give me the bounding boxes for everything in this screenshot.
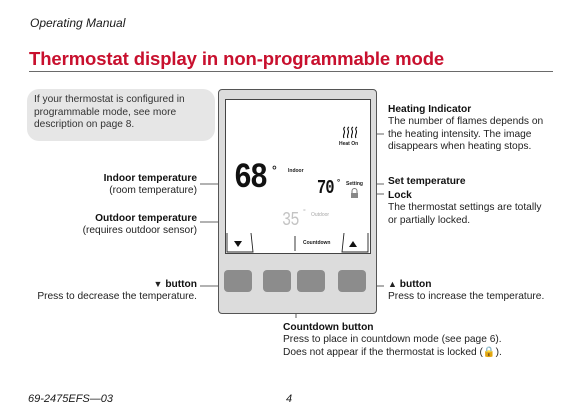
lock-callout xyxy=(388,190,541,227)
up-soft-key-frame xyxy=(342,233,368,252)
heating-indicator-line-1: The number of flames depends on xyxy=(388,116,544,128)
flames-icon xyxy=(341,126,361,139)
page-title: Thermostat display in non-programmable mode xyxy=(29,48,445,69)
down-hw-button[interactable] xyxy=(224,270,252,292)
soft-key-row xyxy=(225,232,371,254)
indoor-temperature-callout xyxy=(0,173,197,198)
countdown-button-callout xyxy=(283,322,502,359)
up-button-callout xyxy=(388,278,544,304)
blank-hw-button[interactable] xyxy=(263,270,291,292)
countdown-hw-button[interactable] xyxy=(297,270,325,292)
outdoor-temperature-sub: (requires outdoor sensor) xyxy=(82,225,197,237)
indoor-temperature-sub: (room temperature) xyxy=(109,185,197,197)
outdoor-temp-value: 35 xyxy=(282,209,299,231)
footer-page-number: 4 xyxy=(286,393,293,405)
outdoor-temperature-title: Outdoor temperature xyxy=(95,213,197,224)
lock-title: Lock xyxy=(388,190,412,201)
countdown-button-line-2: Does not appear if the thermostat is locked (🔒). xyxy=(283,346,502,358)
set-degree: ° xyxy=(337,178,341,187)
heat-on-label: Heat On xyxy=(339,141,359,147)
down-arrow-icon[interactable] xyxy=(234,241,242,247)
lock-line-1: The thermostat settings are totally xyxy=(388,202,542,214)
down-button-callout xyxy=(0,278,197,304)
up-arrow-icon[interactable] xyxy=(349,241,357,247)
countdown-button-line-1: Press to place in countdown mode (see page 6). xyxy=(283,334,502,346)
lock-icon xyxy=(350,188,359,198)
up-button-title: button xyxy=(399,279,432,290)
indoor-temperature-title: Indoor temperature xyxy=(103,173,197,184)
indoor-temp-value: 68 xyxy=(234,158,267,198)
countdown-small-label[interactable]: Countdown xyxy=(303,240,331,246)
indoor-small-label: Indoor xyxy=(288,168,304,174)
indoor-degree: ° xyxy=(272,163,277,177)
down-button-desc: Press to decrease the temperature. xyxy=(37,291,197,303)
footer-doc-number: 69-2475EFS—03 xyxy=(28,393,113,405)
set-temp-value: 70 xyxy=(317,177,334,199)
outdoor-degree: ° xyxy=(303,209,306,216)
down-button-title: button xyxy=(165,279,197,290)
note-text: If your thermostat is configured in programmable mode, see more description on page 8. xyxy=(34,94,185,131)
set-temperature-title: Set temperature xyxy=(388,176,466,187)
lock-line-2: or partially locked. xyxy=(388,214,471,226)
outdoor-temperature-callout xyxy=(0,213,197,238)
header-label: Operating Manual xyxy=(30,16,126,30)
up-arrow-glyph-icon: ▲ xyxy=(388,279,397,289)
up-hw-button[interactable] xyxy=(338,270,366,292)
set-temperature-callout xyxy=(388,176,466,188)
down-arrow-glyph-icon: ▼ xyxy=(153,279,163,289)
countdown-button-title: Countdown button xyxy=(283,322,374,333)
heating-indicator-line-3: disappears when heating stops. xyxy=(388,141,532,153)
heating-indicator-title: Heating Indicator xyxy=(388,104,472,115)
up-button-desc: Press to increase the temperature. xyxy=(388,291,545,303)
outdoor-small-label: Outdoor xyxy=(311,212,330,218)
heating-indicator-callout xyxy=(388,104,543,154)
heating-indicator-line-2: the heating intensity. The image xyxy=(388,128,532,140)
setting-small-label: Setting xyxy=(346,181,363,187)
